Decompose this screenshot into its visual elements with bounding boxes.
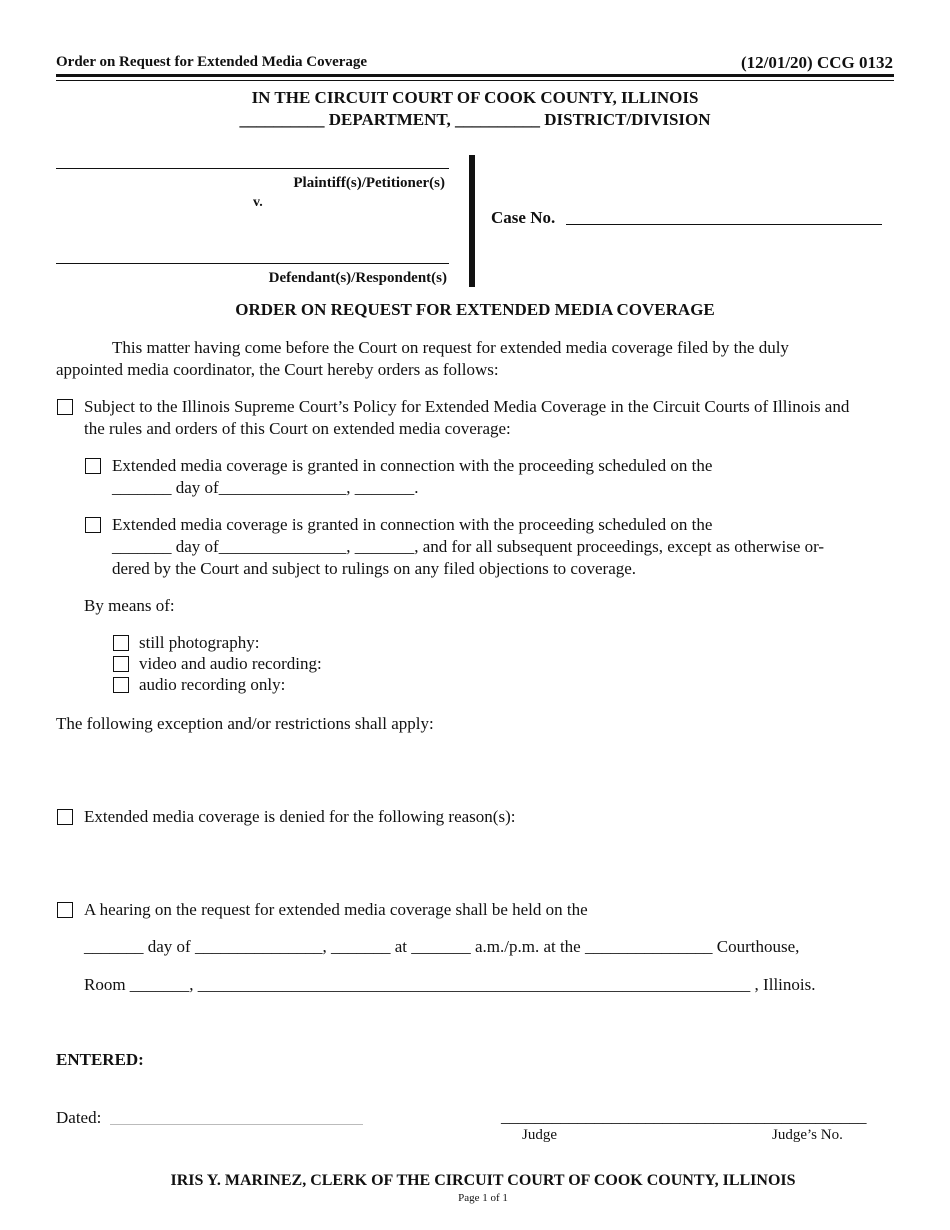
court-name: IN THE CIRCUIT COURT OF COOK COUNTY, ILLINOIS [251, 88, 699, 107]
plaintiff-line[interactable] [56, 168, 449, 169]
judge-number-label: Judge’s No. [772, 1127, 843, 1143]
audio-only-checkbox[interactable] [113, 677, 129, 693]
plaintiff-label: Plaintiff(s)/Petitioner(s) [293, 175, 445, 191]
granted-single-checkbox[interactable] [85, 458, 101, 474]
subject-line-2: the rules and orders of this Court on extended media coverage: [84, 419, 511, 438]
signature-line[interactable]: ___________________________________________ [501, 1107, 867, 1126]
case-no-field[interactable] [566, 224, 882, 225]
header-rule-thin [56, 80, 894, 81]
clerk-footer: IRIS Y. MARINEZ, CLERK OF THE CIRCUIT COURT OF COOK COUNTY, ILLINOIS [170, 1172, 796, 1189]
caption-divider [469, 155, 475, 287]
dated-label: Dated: [56, 1108, 102, 1127]
granted-subsequent-line-2: _______ day of_______________, _______, and for all subsequent proceedings, except as otherwise or- [112, 537, 825, 556]
denied-checkbox[interactable] [57, 809, 73, 825]
hearing-line-1: A hearing on the request for extended media coverage shall be held on the [84, 900, 588, 919]
granted-subsequent-line-3: dered by the Court and subject to rulings on any filed objections to coverage. [112, 559, 637, 578]
denied-label: Extended media coverage is denied for the following reason(s): [84, 807, 516, 826]
versus-label: v. [253, 195, 263, 210]
exceptions-label: The following exception and/or restrictions shall apply: [56, 714, 434, 733]
audio-only-label: audio recording only: [139, 675, 286, 694]
video-audio-label: video and audio recording: [139, 654, 322, 673]
defendant-line[interactable] [56, 263, 449, 264]
order-title: ORDER ON REQUEST FOR EXTENDED MEDIA COVERAGE [235, 300, 715, 319]
hearing-line-3: Room _______, _________________________________________________________________ , Illinois. [84, 975, 816, 994]
hearing-line-2: _______ day of _______________, _______ at _______ a.m./p.m. at the _______________ Courthouse, [84, 937, 800, 956]
header-rule-thick [56, 74, 894, 77]
judge-label: Judge [522, 1127, 557, 1143]
granted-single-line-2: _______ day of_______________, _______. [112, 478, 419, 497]
page-number: Page 1 of 1 [458, 1192, 508, 1204]
video-audio-checkbox[interactable] [113, 656, 129, 672]
dated-field[interactable] [110, 1124, 363, 1125]
intro-line-1: This matter having come before the Court on request for extended media coverage filed by the duly [112, 338, 789, 357]
case-no-label: Case No. [491, 208, 556, 227]
department-line: __________ DEPARTMENT, __________ DISTRICT/DIVISION [239, 110, 711, 129]
entered-label: ENTERED: [56, 1050, 144, 1069]
still-photography-label: still photography: [139, 633, 260, 652]
defendant-label: Defendant(s)/Respondent(s) [268, 270, 447, 286]
still-photography-checkbox[interactable] [113, 635, 129, 651]
granted-single-line-1: Extended media coverage is granted in connection with the proceeding scheduled on the [112, 456, 713, 475]
form-code: (12/01/20) CCG 0132 [740, 53, 893, 72]
intro-line-2: appointed media coordinator, the Court hereby orders as follows: [56, 360, 499, 379]
granted-subsequent-checkbox[interactable] [85, 517, 101, 533]
subject-checkbox[interactable] [57, 399, 73, 415]
hearing-checkbox[interactable] [57, 902, 73, 918]
by-means-label: By means of: [84, 596, 175, 615]
form-title: Order on Request for Extended Media Coverage [56, 54, 368, 70]
subject-line-1: Subject to the Illinois Supreme Court’s Policy for Extended Media Coverage in the Circuit Courts of Illinois and [84, 397, 850, 416]
granted-subsequent-line-1: Extended media coverage is granted in connection with the proceeding scheduled on the [112, 515, 713, 534]
